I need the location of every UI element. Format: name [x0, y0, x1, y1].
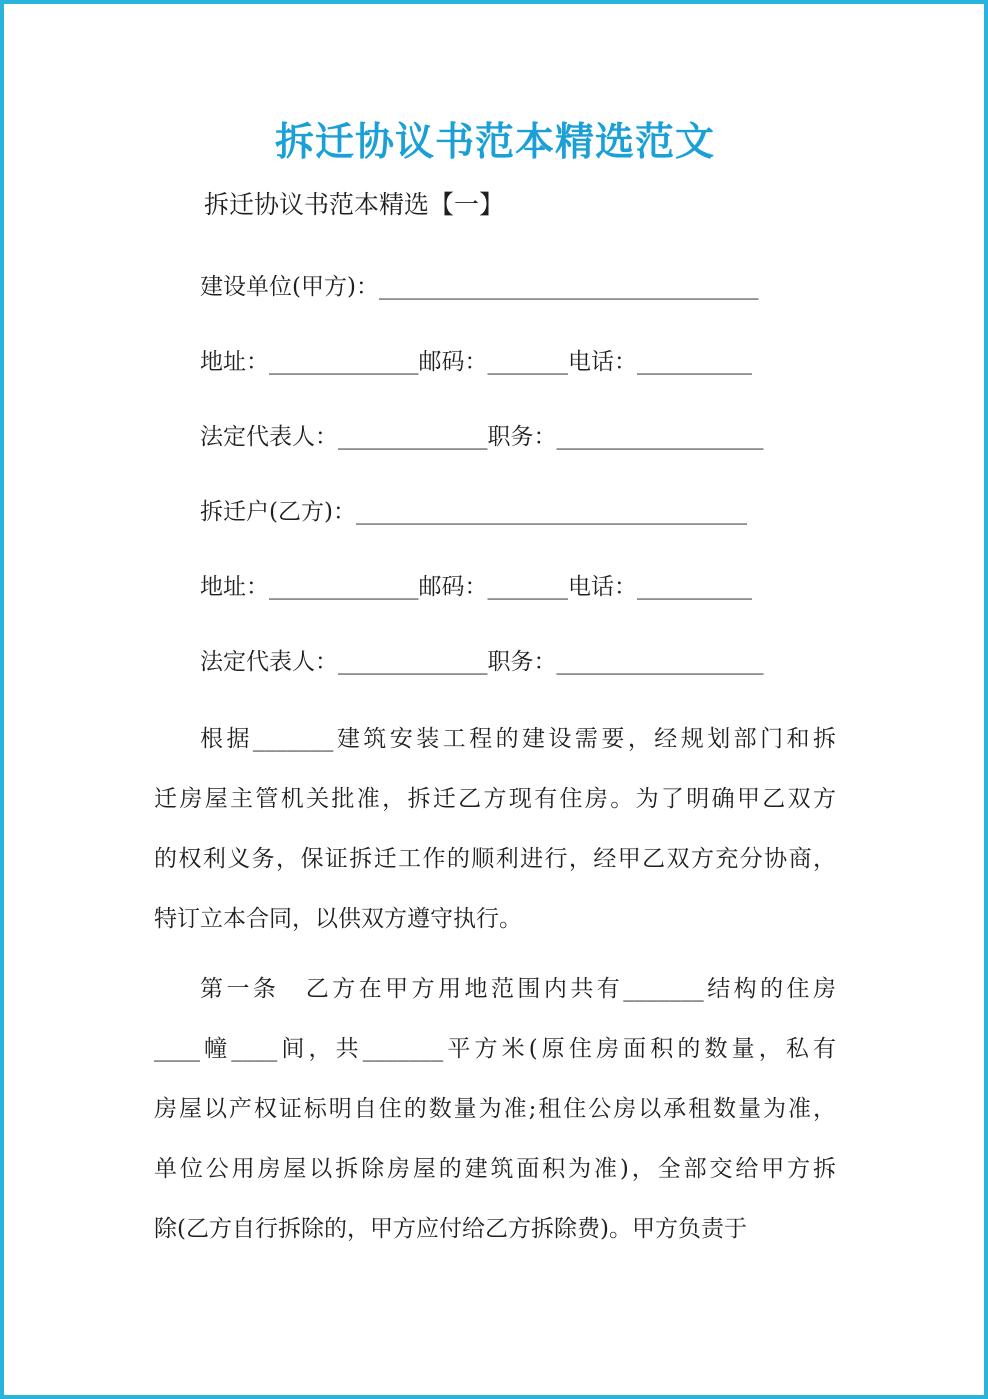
paragraph-line: 房屋以产权证标明自住的数量为准;租住公房以承租数量为准， — [154, 1096, 836, 1122]
form-line-construction-unit: 建设单位(甲方)：_________________________________ — [200, 274, 759, 300]
form-line-relocated-household: 拆迁户(乙方)：__________________________________ — [200, 499, 747, 525]
form-line-address-party-b: 地址：_____________邮码：_______电话：__________ — [200, 574, 752, 600]
paragraph-article-1 — [154, 959, 836, 1259]
form-line-legal-representative-party-a: 法定代表人：_____________职务：__________________ — [200, 424, 764, 450]
form-line-legal-representative-party-b: 法定代表人：_____________职务：__________________ — [200, 649, 764, 675]
paragraph-line: 第一条 乙方在甲方用地范围内共有_______结构的住房 — [200, 976, 836, 1002]
paragraph-line: 的权利义务，保证拆迁工作的顺利进行，经甲乙双方充分协商， — [154, 846, 836, 872]
paragraph-line: 迁房屋主管机关批准，拆迁乙方现有住房。为了明确甲乙双方 — [154, 786, 836, 812]
form-line-address-party-a: 地址：_____________邮码：_______电话：__________ — [200, 349, 752, 375]
section-heading: 拆迁协议书范本精选【一】 — [204, 190, 505, 219]
paragraph-line: 特订立本合同，以供双方遵守执行。 — [154, 906, 522, 932]
paragraph-preamble — [154, 709, 836, 949]
paragraph-line: ____幢____间，共_______平方米(原住房面积的数量，私有 — [154, 1036, 836, 1062]
paragraph-line: 根据_______建筑安装工程的建设需要，经规划部门和拆 — [200, 726, 836, 752]
page-title: 拆迁协议书范本精选范文 — [274, 119, 715, 165]
paragraph-line: 单位公用房屋以拆除房屋的建筑面积为准)，全部交给甲方拆 — [154, 1156, 836, 1182]
paragraph-line: 除(乙方自行拆除的，甲方应付给乙方拆除费)。甲方负责于 — [154, 1216, 747, 1242]
